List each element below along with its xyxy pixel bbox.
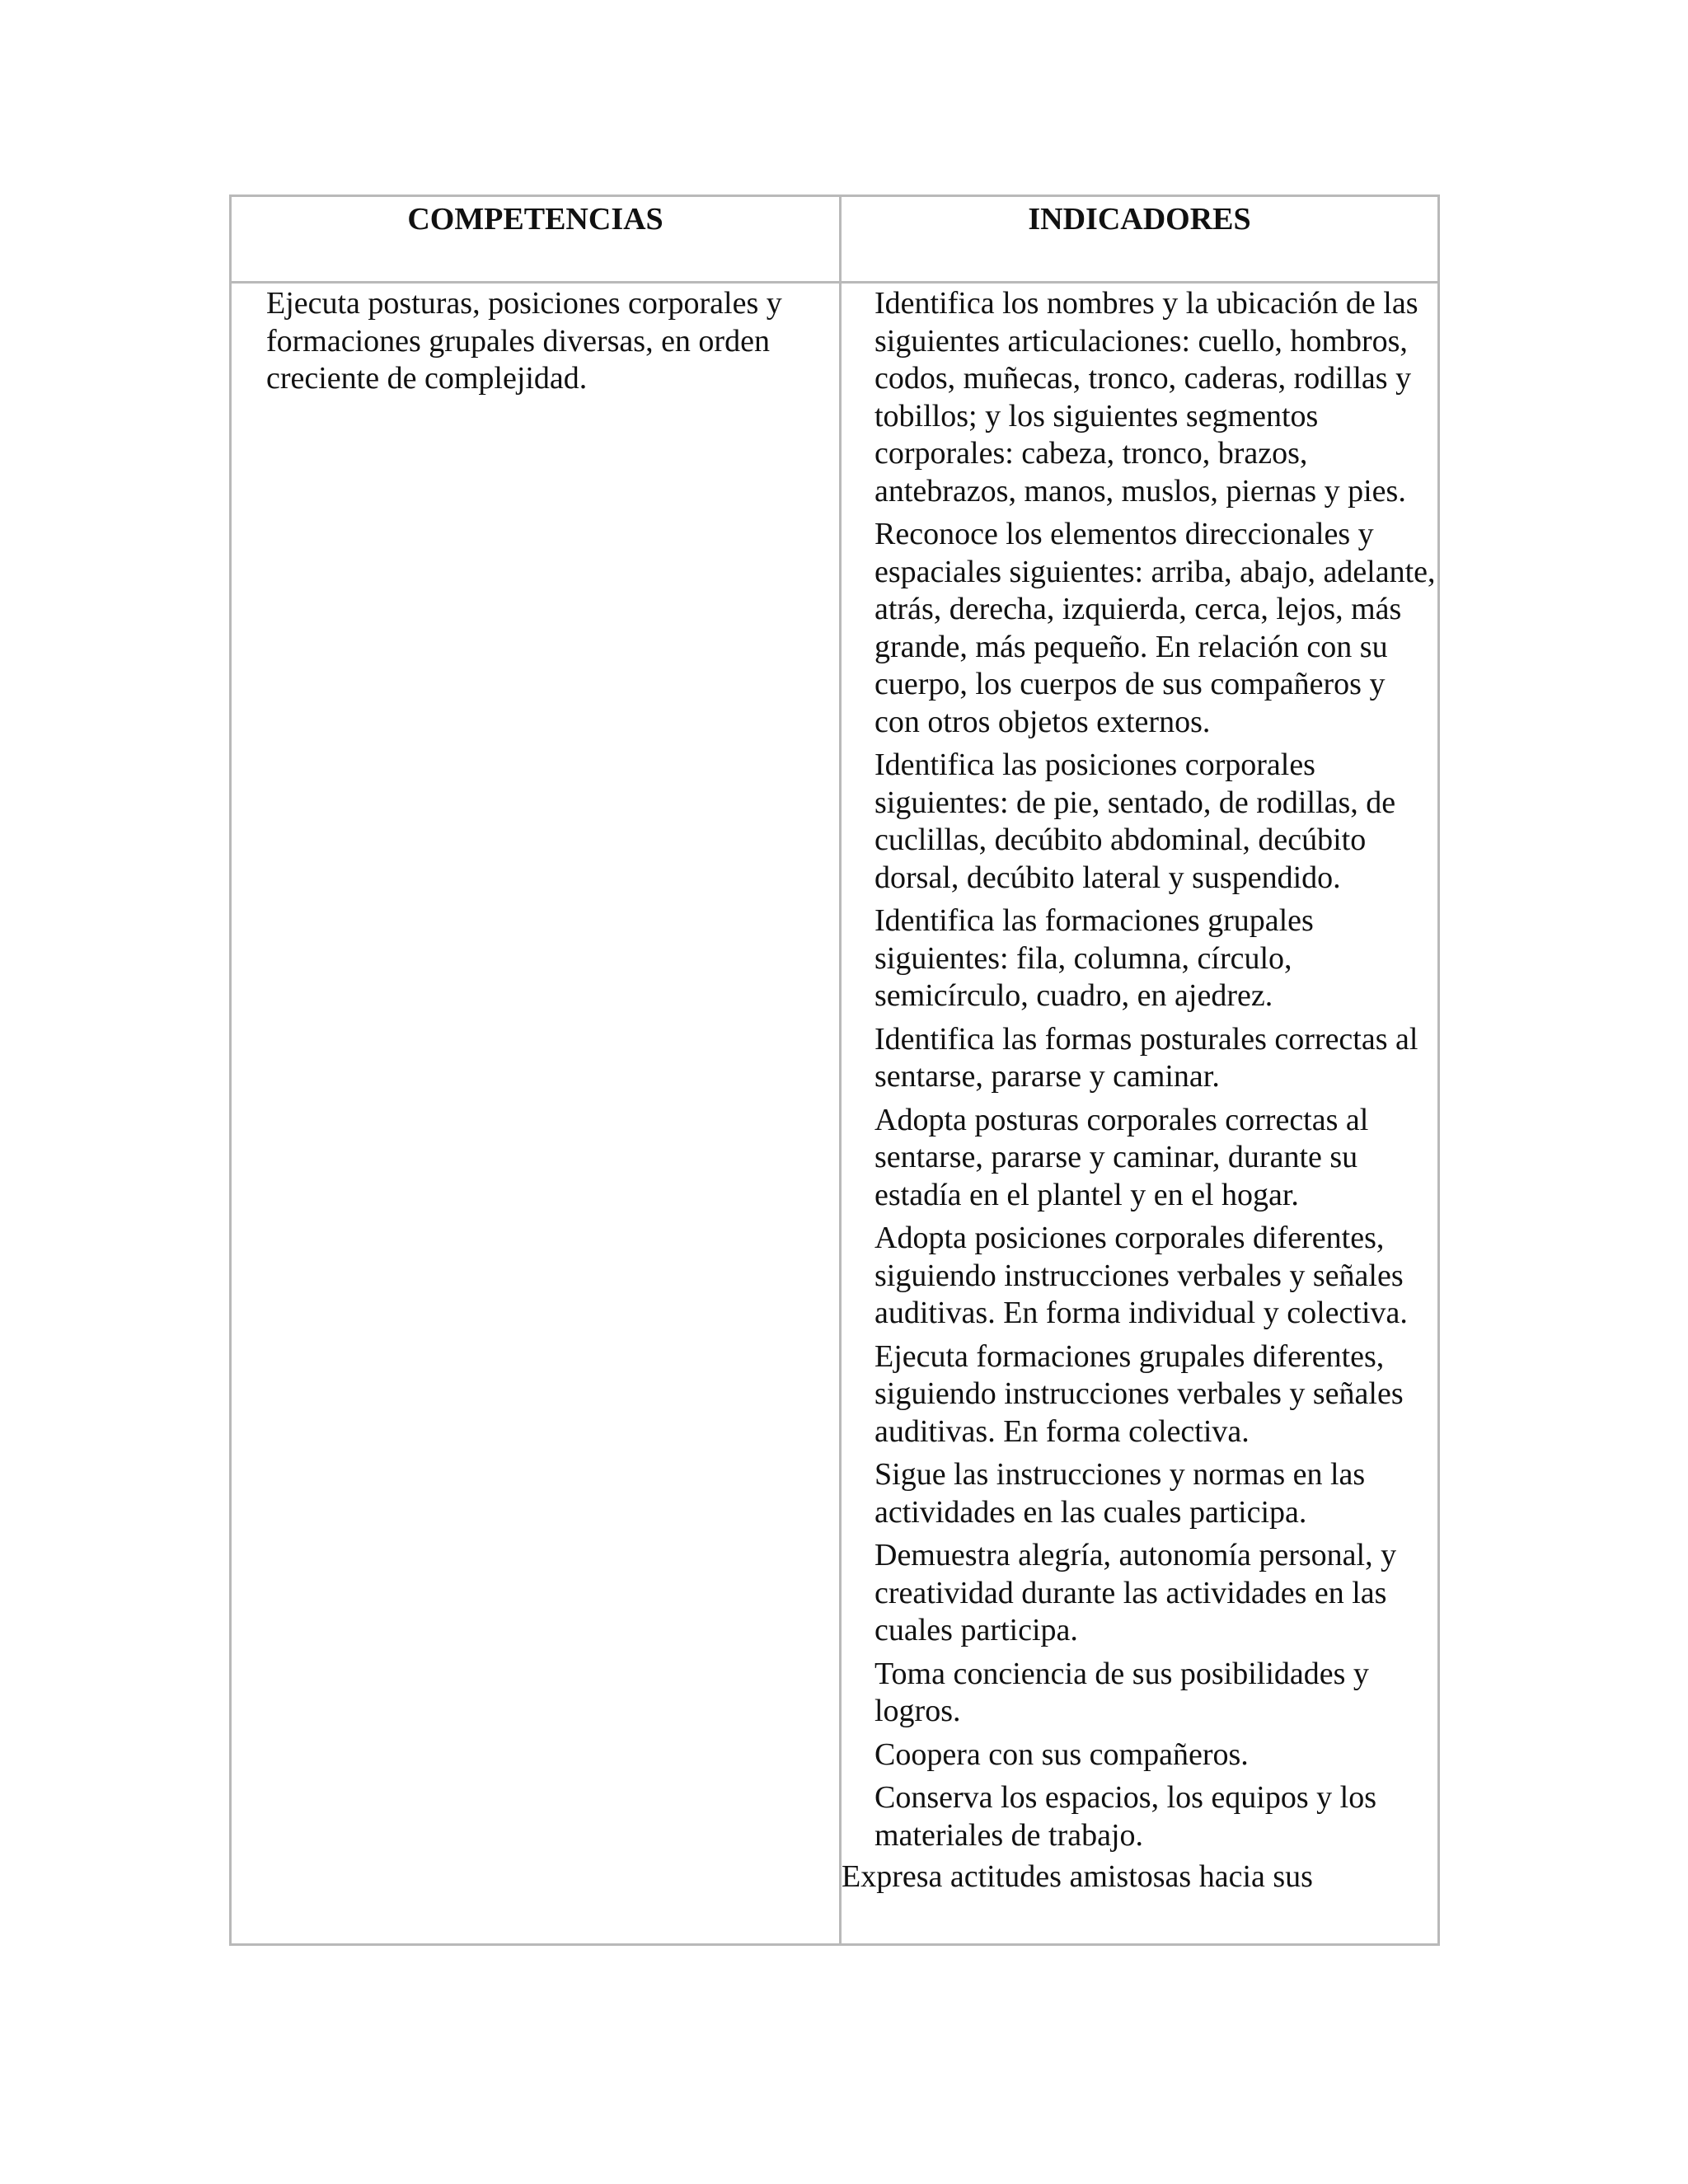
indicador-item: Identifica las formas posturales correctas al sentarse, pararse y caminar. <box>874 1021 1418 1094</box>
indicador-item: Identifica las formaciones grupales siguientes: fila, columna, círculo, semicírculo, cuadro, en ajedrez. <box>874 903 1314 1013</box>
content-row <box>231 283 1439 1945</box>
indicador-item: Demuestra alegría, autonomía personal, y creatividad durante las actividades en las cuales participa. <box>874 1538 1397 1647</box>
indicador-item: Adopta posiciones corporales diferentes, siguiendo instrucciones verbales y señales auditivas. En forma individual y colectiva. <box>874 1221 1408 1330</box>
indicador-item: Conserva los espacios, los equipos y los materiales de trabajo. <box>874 1780 1377 1853</box>
competencia-cell <box>231 283 841 1945</box>
header-indicadores-label: INDICADORES <box>1028 202 1251 237</box>
competencias-indicadores-table <box>229 194 1440 1946</box>
indicador-item: Adopta posturas corporales correctas al sentarse, pararse y caminar, durante su estadía en el plantel y en el hogar. <box>874 1102 1369 1212</box>
header-competencias-label: COMPETENCIAS <box>407 202 663 237</box>
indicador-item: Toma conciencia de sus posibilidades y logros. <box>874 1656 1369 1728</box>
indicador-item: Reconoce los elementos direccionales y espaciales siguientes: arriba, abajo, adelante, atrás, derecha, izquierda, cerca, lejos, más grande, más pequeño. En relación con su cuerpo, los cuerpos de sus compañeros y con otros objetos externos. <box>874 517 1436 739</box>
indicador-item: Identifica las posiciones corporales siguientes: de pie, sentado, de rodillas, de cuclillas, decúbito abdominal, decúbito dorsal, decúbito lateral y suspendido. <box>874 748 1396 895</box>
header-competencias <box>231 196 841 283</box>
indicadores-list <box>842 284 1437 1854</box>
header-row <box>231 196 1439 283</box>
competencia-text: Ejecuta posturas, posiciones corporales y formaciones grupales diversas, en orden creciente de complejidad. <box>266 286 782 396</box>
indicador-item: Sigue las instrucciones y normas en las actividades en las cuales participa. <box>874 1457 1366 1530</box>
indicador-final-text: Expresa actitudes amistosas hacia sus <box>842 1859 1313 1894</box>
indicador-item: Identifica los nombres y la ubicación de las siguientes articulaciones: cuello, hombros, codos, muñecas, tronco, caderas, rodillas y tobillos; y los siguientes segmentos corporales: cabeza, tronco, brazos, antebrazos, manos, muslos, piernas y pies. <box>874 286 1418 509</box>
indicador-item: Ejecuta formaciones grupales diferentes, siguiendo instrucciones verbales y señales auditivas. En forma colectiva. <box>874 1338 1404 1449</box>
indicadores-cell <box>841 283 1439 1945</box>
indicador-item: Coopera con sus compañeros. <box>874 1736 1249 1772</box>
header-indicadores <box>841 196 1439 283</box>
